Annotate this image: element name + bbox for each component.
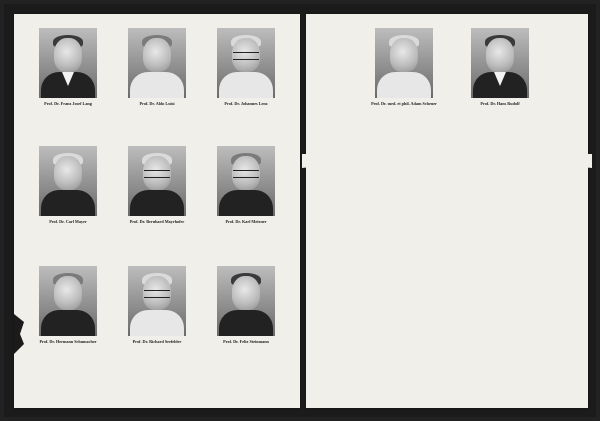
portrait-caption xyxy=(24,219,112,224)
document-spread xyxy=(4,4,596,417)
portrait xyxy=(24,266,112,344)
portrait-name: Prof. Dr. Hans Rudolf xyxy=(480,101,520,106)
portrait-caption xyxy=(202,339,290,344)
portrait-caption xyxy=(113,339,201,344)
glasses-shape xyxy=(233,52,259,60)
text-column-right xyxy=(450,162,578,398)
portrait-name: Prof. Dr. Bernhard Mayrhofer xyxy=(129,219,185,224)
portrait-photo xyxy=(128,266,186,336)
portrait-photo xyxy=(128,146,186,216)
portrait xyxy=(113,266,201,344)
glasses-shape xyxy=(144,170,170,178)
portrait-caption xyxy=(202,219,290,224)
portrait-name: Prof. Dr. Carl Mayer xyxy=(49,219,87,224)
head-shape xyxy=(54,276,82,310)
left-page xyxy=(14,14,300,408)
portrait xyxy=(360,28,448,106)
head-shape xyxy=(390,38,418,72)
portrait-name: Prof. Dr. Johannes Lenz xyxy=(224,101,268,106)
text-column-left xyxy=(316,162,444,398)
portrait-caption xyxy=(113,101,201,106)
portrait-name: Prof. Dr. Richard Seefelder xyxy=(132,339,182,344)
portrait-name: Prof. Dr. Franz Josef Lang xyxy=(44,101,92,106)
portrait-photo xyxy=(375,28,433,98)
portrait-name: Prof. Dr. med. et phil. Adam Scheuer xyxy=(371,101,437,106)
body-shape xyxy=(219,310,273,336)
body-shape xyxy=(130,72,184,98)
portrait xyxy=(202,28,290,106)
body-shape xyxy=(41,310,95,336)
portrait-photo xyxy=(39,146,97,216)
portrait-name: Prof. Dr. Karl Meixner xyxy=(225,219,267,224)
head-shape xyxy=(232,276,260,310)
portrait-caption xyxy=(113,219,201,224)
portrait-caption xyxy=(24,339,112,344)
body-shape xyxy=(41,190,95,216)
portrait xyxy=(456,28,544,106)
portrait-photo xyxy=(128,28,186,98)
portrait-name: Prof. Dr. Felix Steinmann xyxy=(223,339,269,344)
portrait xyxy=(24,28,112,106)
right-page xyxy=(306,14,588,408)
portrait-name: Prof. Dr. Aldo Luisi xyxy=(139,101,175,106)
portrait xyxy=(202,146,290,224)
head-shape xyxy=(54,156,82,190)
body-shape xyxy=(377,72,431,98)
portrait xyxy=(113,146,201,224)
portrait-photo xyxy=(217,266,275,336)
portrait-caption xyxy=(360,101,448,106)
body-shape xyxy=(130,190,184,216)
portrait-name: Prof. Dr. Hermann Schumacher xyxy=(39,339,97,344)
portrait-photo xyxy=(217,146,275,216)
portrait-photo xyxy=(471,28,529,98)
portrait-photo xyxy=(39,266,97,336)
portrait-photo xyxy=(217,28,275,98)
portrait-caption xyxy=(24,101,112,106)
portrait xyxy=(202,266,290,344)
head-shape xyxy=(486,38,514,72)
torn-edge xyxy=(14,314,24,354)
body-shape xyxy=(219,72,273,98)
head-shape xyxy=(54,38,82,72)
portrait-caption xyxy=(202,101,290,106)
portrait-photo xyxy=(39,28,97,98)
portrait-caption xyxy=(456,101,544,106)
head-shape xyxy=(143,38,171,72)
portrait xyxy=(113,28,201,106)
glasses-shape xyxy=(144,290,170,298)
body-shape xyxy=(130,310,184,336)
glasses-shape xyxy=(233,170,259,178)
body-shape xyxy=(219,190,273,216)
portrait xyxy=(24,146,112,224)
